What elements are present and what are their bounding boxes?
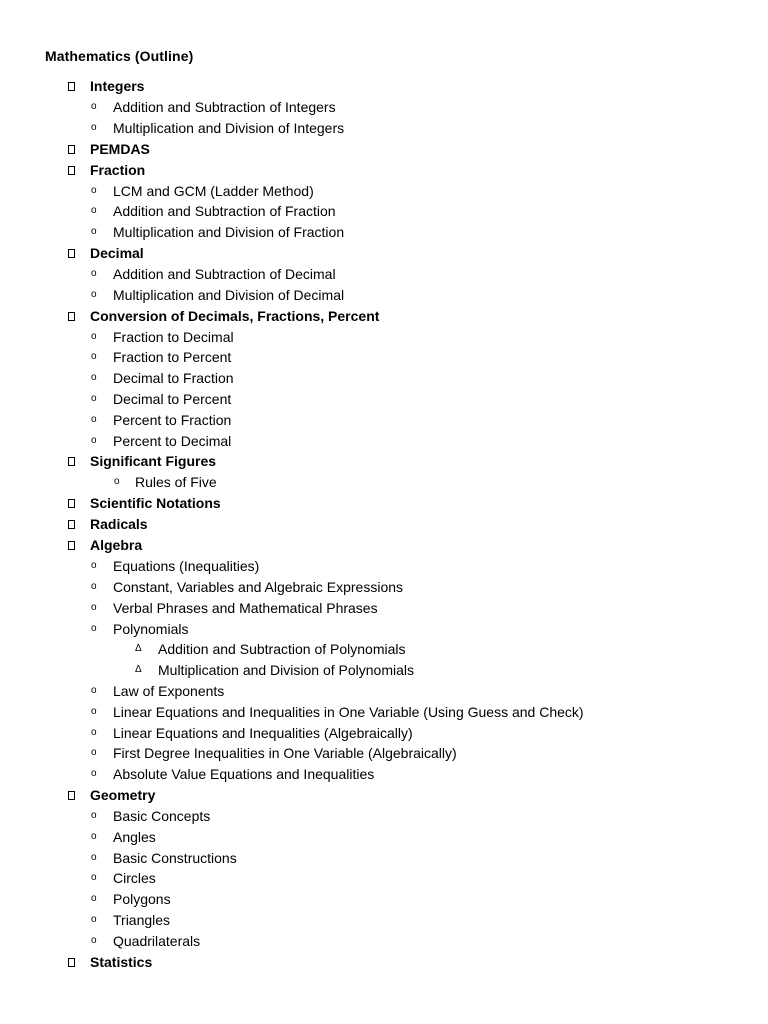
- outline-subsection-list: [0, 473, 768, 494]
- outline-item-row: [0, 765, 768, 786]
- circle-bullet-icon: o: [91, 705, 97, 717]
- outline-item-row: [0, 724, 768, 745]
- outline-section-label: Integers: [90, 78, 145, 94]
- outline-subsection: [0, 682, 768, 703]
- outline-subitem-label: Addition and Subtraction of Polynomials: [158, 641, 406, 658]
- triangle-bullet-icon: Δ: [135, 643, 142, 655]
- outline-subsection: [0, 98, 768, 119]
- outline-subitem-row: [0, 640, 768, 661]
- outline-subsection: [0, 911, 768, 932]
- outline-item-row: [0, 369, 768, 390]
- outline-item-label: Triangles: [113, 911, 171, 928]
- circle-bullet-icon: o: [91, 205, 97, 217]
- outline-subitem: [0, 640, 768, 661]
- outline-subsection-list: [0, 265, 768, 307]
- circle-bullet-icon: o: [91, 392, 97, 404]
- circle-bullet-icon: o: [91, 684, 97, 696]
- outline-item-label: Basic Constructions: [113, 849, 237, 866]
- outline-subsection: [0, 182, 768, 203]
- outline-subsection: [0, 369, 768, 390]
- outline-item-label: Circles: [113, 870, 156, 887]
- circle-bullet-icon: o: [91, 267, 97, 279]
- outline-section: [0, 452, 768, 494]
- square-bullet-icon: [68, 457, 75, 466]
- outline-section: [0, 77, 768, 140]
- outline-subsection: [0, 286, 768, 307]
- outline-item-label: Polygons: [113, 891, 171, 908]
- outline-item-row: [0, 473, 768, 494]
- outline-subsection: [0, 411, 768, 432]
- outline-subsection: [0, 828, 768, 849]
- outline-item-label: Linear Equations and Inequalities (Algebraically): [113, 724, 413, 741]
- outline-item-row: [0, 578, 768, 599]
- outline-item-row: [0, 557, 768, 578]
- circle-bullet-icon: o: [91, 747, 97, 759]
- outline-section-label: Fraction: [90, 161, 146, 178]
- outline-item-row: [0, 932, 768, 953]
- outline-subsection: [0, 328, 768, 349]
- outline-item-label: Linear Equations and Inequalities in One Variable (Using Guess and Check): [113, 703, 584, 720]
- circle-bullet-icon: o: [91, 184, 97, 196]
- outline-section-row: [0, 494, 768, 515]
- outline-item-label: Absolute Value Equations and Inequalities: [113, 766, 375, 783]
- outline-item-row: [0, 286, 768, 307]
- outline-item-label: Percent to Fraction: [113, 411, 232, 428]
- outline-subsection: [0, 390, 768, 411]
- outline-section-row: [0, 161, 768, 182]
- outline-item-row: [0, 828, 768, 849]
- outline-subsection: [0, 119, 768, 140]
- square-bullet-icon: [68, 312, 75, 321]
- outline-item-label: Polynomials: [113, 620, 189, 637]
- outline-item-row: [0, 849, 768, 870]
- outline-subsection: [0, 223, 768, 244]
- outline-subitem-list: [0, 640, 768, 682]
- outline-section-label: Decimal: [90, 244, 144, 261]
- outline-subsection: [0, 932, 768, 953]
- circle-bullet-icon: o: [91, 330, 97, 342]
- outline-item-label: Basic Concepts: [113, 807, 211, 824]
- circle-bullet-icon: o: [91, 288, 97, 300]
- outline-subsection: [0, 578, 768, 599]
- outline-section: [0, 786, 768, 953]
- outline-item-row: [0, 411, 768, 432]
- outline-item-row: [0, 599, 768, 620]
- outline-subsection-list: [0, 807, 768, 953]
- document-title: Mathematics (Outline): [45, 48, 194, 64]
- outline-item-label: Addition and Subtraction of Decimal: [113, 265, 336, 282]
- outline-item-row: [0, 202, 768, 223]
- outline-subsection: [0, 432, 768, 453]
- circle-bullet-icon: o: [91, 622, 97, 634]
- outline-subsection: [0, 620, 768, 682]
- outline-section-label: Significant Figures: [90, 453, 217, 470]
- triangle-bullet-icon: Δ: [135, 664, 142, 676]
- outline-item-label: Addition and Subtraction of Integers: [113, 99, 336, 115]
- square-bullet-icon: [68, 791, 75, 800]
- outline-subsection-list: [0, 557, 768, 786]
- outline-item-row: [0, 869, 768, 890]
- outline-item-row: [0, 807, 768, 828]
- square-bullet-icon: [68, 499, 75, 508]
- outline-subsection: [0, 202, 768, 223]
- outline-item-label: Rules of Five: [135, 474, 217, 491]
- outline-section: [0, 536, 768, 786]
- outline-section-row: [0, 786, 768, 807]
- circle-bullet-icon: o: [91, 872, 97, 884]
- outline-subsection: [0, 473, 768, 494]
- outline-item-label: LCM and GCM (Ladder Method): [113, 182, 314, 199]
- square-bullet-icon: [68, 249, 75, 258]
- outline-item-label: Multiplication and Division of Decimal: [113, 286, 345, 303]
- circle-bullet-icon: o: [91, 580, 97, 592]
- outline-item-row: [0, 98, 768, 119]
- circle-bullet-icon: o: [91, 413, 97, 425]
- circle-bullet-icon: o: [91, 809, 97, 821]
- outline-subsection: [0, 807, 768, 828]
- outline-section: [0, 953, 768, 974]
- outline-item-label: Percent to Decimal: [113, 432, 232, 449]
- outline-item-row: [0, 703, 768, 724]
- circle-bullet-icon: o: [91, 851, 97, 863]
- outline-section-label: Conversion of Decimals, Fractions, Percent: [90, 307, 380, 324]
- outline-section: [0, 494, 768, 515]
- outline-item-row: [0, 682, 768, 703]
- outline-item-row: [0, 119, 768, 140]
- outline-subsection: [0, 849, 768, 870]
- circle-bullet-icon: o: [114, 476, 120, 488]
- outline-item-label: Addition and Subtraction of Fraction: [113, 203, 336, 220]
- outline-item-label: Fraction to Decimal: [113, 328, 234, 345]
- circle-bullet-icon: o: [91, 726, 97, 738]
- outline-subsection: [0, 599, 768, 620]
- circle-bullet-icon: o: [91, 830, 97, 842]
- outline-subsection: [0, 348, 768, 369]
- outline-item-label: Law of Exponents: [113, 682, 225, 699]
- outline-section-row: [0, 515, 768, 536]
- outline-item-label: Quadrilaterals: [113, 932, 201, 949]
- outline-subitem: [0, 661, 768, 682]
- outline-section-label: Scientific Notations: [90, 495, 221, 512]
- circle-bullet-icon: o: [91, 351, 97, 363]
- outline-item-label: Decimal to Fraction: [113, 370, 234, 387]
- outline-item-row: [0, 182, 768, 203]
- square-bullet-icon: [68, 520, 75, 529]
- outline-subsection: [0, 265, 768, 286]
- outline-item-row: [0, 328, 768, 349]
- outline-subsection-list: [0, 182, 768, 244]
- outline-item-row: [0, 265, 768, 286]
- circle-bullet-icon: o: [91, 372, 97, 384]
- outline-subsection-list: [0, 98, 768, 140]
- outline-item-label: Constant, Variables and Algebraic Expressions: [113, 578, 404, 595]
- outline-subitem-label: Multiplication and Division of Polynomials: [158, 662, 415, 679]
- outline-section: [0, 307, 768, 453]
- outline-subitem-row: [0, 661, 768, 682]
- outline-subsection: [0, 724, 768, 745]
- square-bullet-icon: [68, 82, 75, 91]
- square-bullet-icon: [68, 541, 75, 550]
- outline-subsection-list: [0, 328, 768, 453]
- outline-section: [0, 244, 768, 307]
- circle-bullet-icon: o: [91, 226, 97, 238]
- outline-subsection: [0, 869, 768, 890]
- outline-section: [0, 140, 768, 161]
- outline-item-label: Verbal Phrases and Mathematical Phrases: [113, 599, 378, 616]
- outline-subsection: [0, 765, 768, 786]
- outline-section-row: [0, 77, 768, 98]
- outline-item-label: Angles: [113, 828, 156, 845]
- outline-subsection: [0, 890, 768, 911]
- outline-section: [0, 161, 768, 244]
- outline-item-label: First Degree Inequalities in One Variable (Algebraically): [113, 745, 457, 762]
- outline-item-row: [0, 223, 768, 244]
- outline-item-row: [0, 432, 768, 453]
- outline-section-row: [0, 953, 768, 974]
- square-bullet-icon: [68, 166, 75, 175]
- circle-bullet-icon: o: [91, 768, 97, 780]
- outline-item-row: [0, 348, 768, 369]
- outline-section-label: Statistics: [90, 953, 153, 970]
- square-bullet-icon: [68, 958, 75, 967]
- outline-section-label: Geometry: [90, 786, 156, 803]
- outline-section-row: [0, 452, 768, 473]
- outline-section-label: Radicals: [90, 516, 148, 533]
- outline-item-label: Multiplication and Division of Integers: [113, 119, 345, 136]
- outline-section-row: [0, 244, 768, 265]
- outline-list: [0, 77, 768, 974]
- outline-section-row: [0, 140, 768, 161]
- outline-item-label: Fraction to Percent: [113, 349, 232, 366]
- outline-section-label: PEMDAS: [90, 140, 150, 157]
- outline-item-row: [0, 890, 768, 911]
- outline-section-label: Algebra: [90, 537, 143, 554]
- outline-item-label: Decimal to Percent: [113, 390, 232, 407]
- square-bullet-icon: [68, 145, 75, 154]
- outline-item-row: [0, 744, 768, 765]
- outline-subsection: [0, 557, 768, 578]
- circle-bullet-icon: o: [91, 434, 97, 446]
- outline-section: [0, 515, 768, 536]
- outline-section-row: [0, 536, 768, 557]
- circle-bullet-icon: o: [91, 893, 97, 905]
- outline-item-row: [0, 390, 768, 411]
- outline-subsection: [0, 703, 768, 724]
- circle-bullet-icon: o: [91, 913, 97, 925]
- outline-section-row: [0, 307, 768, 328]
- circle-bullet-icon: o: [91, 934, 97, 946]
- outline-item-label: Multiplication and Division of Fraction: [113, 224, 345, 241]
- circle-bullet-icon: o: [91, 601, 97, 613]
- outline-subsection: [0, 744, 768, 765]
- circle-bullet-icon: o: [91, 560, 97, 572]
- outline-item-row: [0, 620, 768, 641]
- outline-item-row: [0, 911, 768, 932]
- circle-bullet-icon: o: [91, 101, 97, 112]
- outline-item-label: Equations (Inequalities): [113, 558, 260, 575]
- circle-bullet-icon: o: [91, 121, 97, 133]
